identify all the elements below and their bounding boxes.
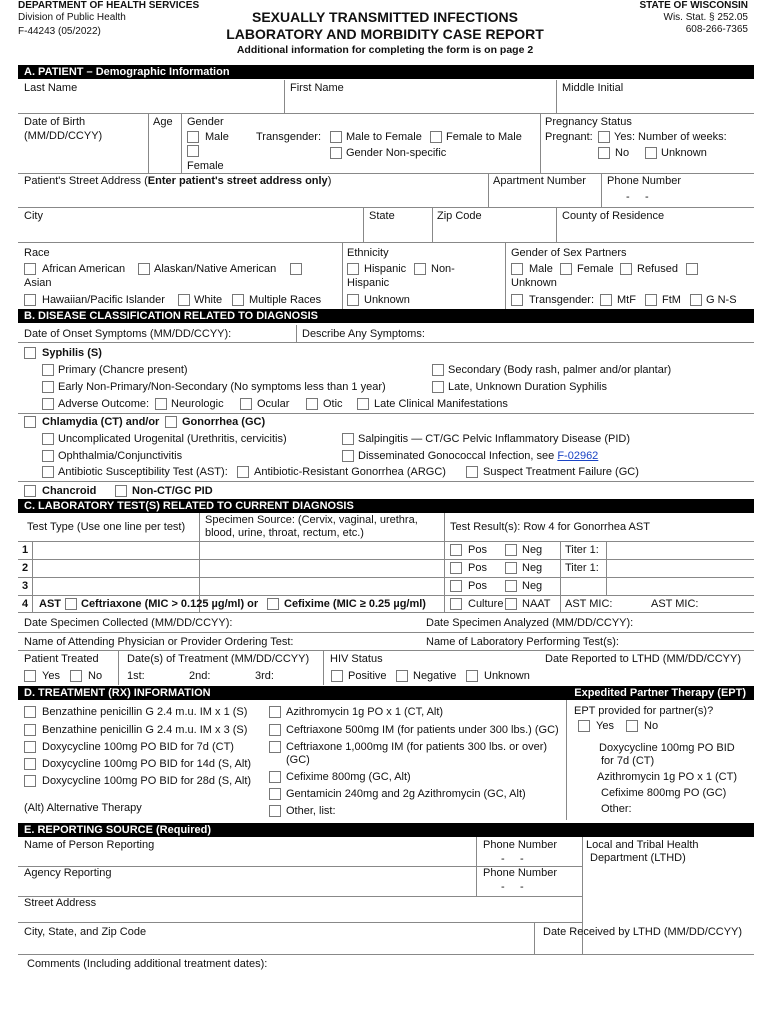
partner-refused-label: Refused: [637, 263, 678, 275]
neg-label: Neg: [522, 580, 543, 592]
rx-other-checkbox[interactable]: [269, 805, 281, 817]
ceftriaxone-checkbox[interactable]: [65, 598, 77, 610]
salpingitis-checkbox[interactable]: [342, 433, 354, 445]
pos-label: Pos: [468, 562, 487, 574]
phone-label: Phone Number: [607, 175, 681, 187]
otic-label: Otic: [323, 398, 343, 410]
partner-unknown-checkbox[interactable]: [686, 263, 698, 275]
ept-option-cont: for 7d (CT): [601, 755, 655, 767]
hiv-positive-label: Positive: [348, 670, 387, 682]
mtf-label: MtF: [617, 294, 636, 306]
race-label: Race: [24, 247, 50, 259]
neg-label: Neg: [522, 544, 543, 556]
reporter-phone-dashes: - -: [501, 853, 524, 865]
asian-label: Asian: [24, 277, 52, 289]
row-line: [18, 632, 754, 633]
state-label: State: [369, 210, 395, 222]
row-line: [18, 173, 754, 174]
pregnant-no-checkbox[interactable]: [598, 147, 610, 159]
divider: [560, 541, 561, 595]
chlamydia-checkbox[interactable]: [24, 416, 36, 428]
row-line: [18, 541, 754, 542]
reporter-phone-label: Phone Number: [483, 839, 557, 851]
row-line: [18, 922, 582, 923]
section-d-header: [18, 686, 754, 700]
nonspecific-checkbox[interactable]: [330, 147, 342, 159]
rx-label: Benzathine penicillin G 2.4 m.u. IM x 1 (S): [42, 706, 248, 718]
divider: [534, 922, 535, 954]
header-phone: 608-266-7365: [685, 24, 748, 35]
hiv-unknown-label: Unknown: [484, 670, 530, 682]
partner-refused-checkbox[interactable]: [620, 263, 632, 275]
section-c-header: C. LABORATORY TEST(S) RELATED TO CURRENT DIAGNOSIS: [18, 499, 754, 513]
ast-row-label: AST: [39, 598, 61, 610]
describe-label: Describe Any Symptoms:: [302, 328, 425, 340]
salpingitis-label: Salpingitis — CT/GC Pelvic Inflammatory Disease (PID): [358, 433, 631, 445]
form-number: F-44243 (05/2022): [18, 26, 101, 37]
asian-checkbox[interactable]: [290, 263, 302, 275]
argc-label: Antibiotic-Resistant Gonorrhea (ARGC): [254, 466, 446, 478]
white-label: White: [194, 294, 223, 306]
apartment-label: Apartment Number: [493, 175, 586, 187]
row-number: 3: [22, 580, 29, 592]
partner-unknown-label: Unknown: [511, 277, 557, 289]
row-number: 2: [22, 562, 29, 574]
suspect-label: Suspect Treatment Failure (GC): [483, 466, 639, 478]
secondary-checkbox[interactable]: [432, 364, 444, 376]
pregnant-no-label: No: [615, 147, 630, 159]
ophthalmia-label: Ophthalmia/Conjunctivitis: [58, 450, 183, 462]
hiv-unknown-checkbox[interactable]: [466, 670, 478, 682]
partner-female-label: Female: [577, 263, 614, 275]
rx-checkbox[interactable]: [269, 741, 281, 753]
ept-option: Doxycycline 100mg PO BID: [599, 742, 735, 754]
white-checkbox[interactable]: [178, 294, 190, 306]
city-label: City: [24, 210, 43, 222]
gns-checkbox[interactable]: [690, 294, 702, 306]
suspect-checkbox[interactable]: [466, 466, 478, 478]
hispanic-checkbox[interactable]: [347, 263, 359, 275]
row-line: [18, 207, 754, 208]
rx-other-label: Other, list:: [286, 805, 336, 817]
naat-checkbox[interactable]: [505, 598, 517, 610]
late-clinical-label: Late Clinical Manifestations: [374, 398, 508, 410]
first-name-label: First Name: [290, 82, 344, 94]
chancroid-checkbox[interactable]: [24, 485, 36, 497]
partner-male-label: Male: [529, 263, 553, 275]
divider: [560, 595, 561, 612]
dates-treatment-label: Date(s) of Treatment (MM/DD/CCYY): [127, 653, 310, 665]
divider: [606, 541, 607, 595]
ethnicity-unknown-checkbox[interactable]: [347, 294, 359, 306]
titer-label: Titer 1:: [565, 562, 599, 574]
row-line: [18, 577, 754, 578]
secondary-label: Secondary (Body rash, palmer and/or plantar): [448, 364, 672, 376]
chlamydia-label: Chlamydia (CT) and/or: [42, 416, 160, 428]
neg-label: Neg: [522, 562, 543, 574]
ethnicity-label: Ethnicity: [347, 247, 389, 259]
rx-checkbox[interactable]: [24, 775, 36, 787]
hawaiian-label: Hawaiian/Pacific Islander: [42, 294, 165, 306]
lthd-label-1: Local and Tribal Health: [586, 839, 699, 851]
non-ct-gc-pid-label: Non-CT/GC PID: [132, 485, 213, 497]
ophthalmia-checkbox[interactable]: [42, 450, 54, 462]
first-date-label: 1st:: [127, 670, 145, 682]
pregnant-yes-checkbox[interactable]: [598, 131, 610, 143]
hawaiian-checkbox[interactable]: [24, 294, 36, 306]
late-clinical-checkbox[interactable]: [357, 398, 369, 410]
form-title-2: LABORATORY AND MORBIDITY CASE REPORT: [226, 26, 544, 42]
ast-label: Antibiotic Susceptibility Test (AST):: [58, 466, 228, 478]
mtf-checkbox[interactable]: [600, 294, 612, 306]
rx-label: Doxycycline 100mg PO BID for 7d (CT): [42, 741, 234, 753]
nonspecific-label: Gender Non-specific: [346, 147, 447, 159]
naat-label: NAAT: [522, 598, 551, 610]
row-line: [18, 559, 754, 560]
treated-no-label: No: [88, 670, 103, 682]
section-b-header: B. DISEASE CLASSIFICATION RELATED TO DIAGNOSIS: [18, 309, 754, 323]
divider: [148, 113, 149, 173]
divider: [363, 207, 364, 242]
divider: [432, 207, 433, 242]
section-a-header: A. PATIENT – Demographic Information: [18, 65, 754, 79]
pregnant-label: Pregnant:: [545, 131, 593, 143]
section-d-title: D. TREATMENT (RX) INFORMATION: [24, 687, 211, 699]
uncomplicated-label: Uncomplicated Urogenital (Urethritis, cervicitis): [58, 433, 287, 445]
date-analyzed-label: Date Specimen Analyzed (MM/DD/CCYY):: [426, 617, 634, 629]
rx-checkbox[interactable]: [269, 788, 281, 800]
neg-checkbox[interactable]: [505, 544, 517, 556]
divider: [601, 173, 602, 207]
ept-no-checkbox[interactable]: [626, 720, 638, 732]
partner-gender-label: Gender of Sex Partners: [511, 247, 627, 259]
statute: Wis. Stat. § 252.05: [663, 12, 748, 23]
female-checkbox[interactable]: [187, 145, 199, 157]
rx-checkbox[interactable]: [269, 771, 281, 783]
person-reporting-label: Name of Person Reporting: [24, 839, 155, 851]
disseminated-label: Disseminated Gonococcal Infection, see F-02962: [358, 450, 599, 462]
titer-label: Titer 1:: [565, 544, 599, 556]
row-number: 1: [22, 544, 29, 556]
primary-checkbox[interactable]: [42, 364, 54, 376]
age-label: Age: [153, 116, 173, 128]
row-line: [18, 113, 754, 114]
rx-label: Cefixime 800mg (GC, Alt): [286, 771, 411, 783]
divider: [444, 513, 445, 612]
phone-dashes: - -: [626, 191, 649, 203]
last-name-label: Last Name: [24, 82, 78, 94]
male-label: Male: [205, 131, 229, 143]
pos-label: Pos: [468, 580, 487, 592]
chancroid-label: Chancroid: [42, 485, 97, 497]
culture-label: Culture: [468, 598, 504, 610]
second-date-label: 2nd:: [189, 670, 211, 682]
syphilis-checkbox[interactable]: [24, 347, 36, 359]
street-address-label: Street Address: [24, 897, 97, 909]
agency-label: Agency Reporting: [24, 867, 112, 879]
treated-yes-label: Yes: [42, 670, 60, 682]
ast-mic-label-2: AST MIC:: [651, 598, 699, 610]
adverse-checkbox[interactable]: [42, 398, 54, 410]
non-ct-gc-pid-checkbox[interactable]: [115, 485, 127, 497]
third-date-label: 3rd:: [255, 670, 274, 682]
f2m-checkbox[interactable]: [430, 131, 442, 143]
non-hispanic-label: Hispanic: [347, 277, 390, 289]
primary-label: Primary (Chancre present): [58, 364, 188, 376]
comments-label: Comments (Including additional treatment dates):: [27, 958, 268, 970]
treated-no-checkbox[interactable]: [70, 670, 82, 682]
ceftriaxone-label: Ceftriaxone (MIC > 0.125 µg/ml) or: [81, 598, 259, 610]
rx-checkbox[interactable]: [269, 706, 281, 718]
gonorrhea-checkbox[interactable]: [165, 416, 177, 428]
hispanic-label: Hispanic: [364, 263, 407, 275]
divider: [505, 242, 506, 309]
date-collected-label: Date Specimen Collected (MM/DD/CCYY):: [24, 617, 233, 629]
hiv-positive-checkbox[interactable]: [331, 670, 343, 682]
divider: [566, 700, 567, 820]
row-line: [18, 342, 754, 343]
gonorrhea-label: Gonorrhea (GC): [182, 416, 266, 428]
pregnant-unknown-label: Unknown: [661, 147, 707, 159]
lab-label: Name of Laboratory Performing Test(s):: [426, 636, 619, 648]
ftm-label: FtM: [662, 294, 681, 306]
divider: [556, 80, 557, 113]
ept-question: EPT provided for partner(s)?: [574, 705, 714, 717]
female-label: Female: [187, 160, 224, 172]
otic-checkbox[interactable]: [306, 398, 318, 410]
treated-yes-checkbox[interactable]: [24, 670, 36, 682]
alaskan-checkbox[interactable]: [138, 263, 150, 275]
neg-checkbox[interactable]: [505, 580, 517, 592]
rx-label: Benzathine penicillin G 2.4 m.u. IM x 3 (S): [42, 724, 248, 736]
county-label: County of Residence: [562, 210, 665, 222]
partner-male-checkbox[interactable]: [511, 263, 523, 275]
rx-label: Azithromycin 1g PO x 1 (CT, Alt): [286, 706, 444, 718]
middle-initial-label: Middle Initial: [562, 82, 624, 94]
gender-label: Gender: [187, 116, 224, 128]
pos-checkbox[interactable]: [450, 580, 462, 592]
pos-checkbox[interactable]: [450, 544, 462, 556]
ocular-label: Ocular: [257, 398, 290, 410]
divider: [323, 650, 324, 685]
partner-female-checkbox[interactable]: [560, 263, 572, 275]
late-checkbox[interactable]: [432, 381, 444, 393]
hiv-negative-checkbox[interactable]: [396, 670, 408, 682]
ept-option: Azithromycin 1g PO x 1 (CT): [597, 771, 737, 783]
pregnancy-status-label: Pregnancy Status: [545, 116, 632, 128]
date-received-label: Date Received by LTHD (MM/DD/CCYY): [543, 926, 743, 938]
african-american-checkbox[interactable]: [24, 263, 36, 275]
african-american-label: African American: [42, 263, 126, 275]
neurologic-checkbox[interactable]: [155, 398, 167, 410]
late-label: Late, Unknown Duration Syphilis: [448, 381, 607, 393]
row-line: [18, 954, 754, 955]
ast-mic-label-1: AST MIC:: [565, 598, 613, 610]
specimen-label-1: Specimen Source: (Cervix, vaginal, urethra,: [205, 514, 418, 526]
patient-treated-label: Patient Treated: [24, 653, 99, 665]
date-reported-label: Date Reported to LTHD (MM/DD/CCYY): [545, 653, 742, 665]
divider: [556, 207, 557, 242]
divider: [284, 80, 285, 113]
ocular-checkbox[interactable]: [240, 398, 252, 410]
results-label: Test Result(s): Row 4 for Gonorrhea AST: [450, 521, 650, 533]
cefixime-label: Cefixime (MIC ≥ 0.25 µg/ml): [284, 598, 426, 610]
ept-no-label: No: [644, 720, 659, 732]
row-line: [18, 650, 754, 651]
culture-checkbox[interactable]: [450, 598, 462, 610]
early-label: Early Non-Primary/Non-Secondary (No symptoms less than 1 year): [58, 381, 386, 393]
multiple-races-label: Multiple Races: [249, 294, 322, 306]
ept-option: Cefixime 800mg PO (GC): [601, 787, 727, 799]
divider: [342, 242, 343, 309]
transgender-label: Transgender:: [256, 131, 322, 143]
pregnant-unknown-checkbox[interactable]: [645, 147, 657, 159]
ept-other: Other:: [601, 803, 632, 815]
lthd-label-2: Department (LTHD): [590, 852, 686, 864]
rx-checkbox[interactable]: [24, 724, 36, 736]
rx-label: Gentamicin 240mg and 2g Azithromycin (GC, Alt): [286, 788, 526, 800]
ftm-checkbox[interactable]: [645, 294, 657, 306]
partner-transgender-checkbox[interactable]: [511, 294, 523, 306]
m2f-label: Male to Female: [346, 131, 422, 143]
syphilis-label: Syphilis (S): [42, 347, 102, 359]
divider: [118, 650, 119, 685]
early-checkbox[interactable]: [42, 381, 54, 393]
division-name: Division of Public Health: [18, 12, 126, 23]
test-type-label: Test Type (Use one line per test): [27, 521, 186, 533]
hiv-negative-label: Negative: [413, 670, 457, 682]
neg-checkbox[interactable]: [505, 562, 517, 574]
pos-checkbox[interactable]: [450, 562, 462, 574]
row-line: [18, 242, 754, 243]
cefixime-checkbox[interactable]: [267, 598, 279, 610]
pregnant-yes-label: Yes: Number of weeks:: [614, 131, 727, 143]
divider: [296, 325, 297, 342]
rx-label: Ceftriaxone 500mg IM (for patients under 300 lbs.) (GC): [286, 724, 559, 736]
argc-checkbox[interactable]: [237, 466, 249, 478]
rx-label: Ceftriaxone 1,000mg IM (for patients 300 lbs. or over): [286, 741, 548, 753]
ept-yes-label: Yes: [596, 720, 614, 732]
uncomplicated-checkbox[interactable]: [42, 433, 54, 445]
non-label: Non-: [431, 263, 455, 275]
address-label: Patient's Street Address (Enter patient's street address only): [24, 175, 332, 187]
row-line: [18, 896, 582, 897]
row-line: [18, 612, 754, 613]
section-e-header: E. REPORTING SOURCE (Required): [18, 823, 754, 837]
hiv-status-label: HIV Status: [330, 653, 383, 665]
f2m-label: Female to Male: [446, 131, 522, 143]
alt-therapy-note: (Alt) Alternative Therapy: [24, 802, 142, 814]
adverse-label: Adverse Outcome:: [58, 398, 150, 410]
alaskan-label: Alaskan/Native American: [154, 263, 277, 275]
non-hispanic-checkbox[interactable]: [414, 263, 426, 275]
dob-format: (MM/DD/CCYY): [24, 130, 103, 142]
agency-phone-dashes: - -: [501, 881, 524, 893]
male-checkbox[interactable]: [187, 131, 199, 143]
divider: [488, 173, 489, 207]
gns-label: G N-S: [706, 294, 737, 306]
rx-checkbox[interactable]: [24, 758, 36, 770]
zip-label: Zip Code: [437, 210, 482, 222]
rx-checkbox[interactable]: [24, 706, 36, 718]
ept-title: Expedited Partner Therapy (EPT): [574, 687, 746, 699]
agency-phone-label: Phone Number: [483, 867, 557, 879]
partner-transgender-label: Transgender:: [529, 294, 595, 306]
form-title-1: SEXUALLY TRANSMITTED INFECTIONS: [251, 9, 519, 25]
rx-checkbox[interactable]: [24, 741, 36, 753]
physician-label: Name of Attending Physician or Provider Ordering Test:: [24, 636, 294, 648]
rx-checkbox[interactable]: [269, 724, 281, 736]
divider: [540, 113, 541, 173]
row-line: [18, 481, 754, 482]
rx-label: Doxycycline 100mg PO BID for 28d (S, Alt): [42, 775, 252, 787]
multiple-races-checkbox[interactable]: [232, 294, 244, 306]
form-link[interactable]: F-02962: [557, 450, 599, 462]
dept-name: DEPARTMENT OF HEALTH SERVICES: [18, 0, 200, 11]
state-name: STATE OF WISCONSIN: [639, 0, 748, 11]
neurologic-label: Neurologic: [171, 398, 224, 410]
rx-label-cont: (GC): [286, 754, 310, 766]
row-line: [18, 595, 754, 596]
form-subtitle: Additional information for completing the form is on page 2: [236, 44, 534, 56]
row-line: [18, 413, 754, 414]
pos-label: Pos: [468, 544, 487, 556]
ept-yes-checkbox[interactable]: [578, 720, 590, 732]
rx-label: Doxycycline 100mg PO BID for 14d (S, Alt): [42, 758, 252, 770]
divider: [181, 113, 182, 173]
specimen-label-2: blood, urine, throat, rectum, etc.): [205, 527, 364, 539]
ast-checkbox[interactable]: [42, 466, 54, 478]
onset-label: Date of Onset Symptoms (MM/DD/CCYY):: [24, 328, 232, 340]
dob-label: Date of Birth: [24, 116, 86, 128]
row-number: 4: [22, 598, 29, 610]
disseminated-checkbox[interactable]: [342, 450, 354, 462]
m2f-checkbox[interactable]: [330, 131, 342, 143]
city-state-zip-label: City, State, and Zip Code: [24, 926, 147, 938]
ethnicity-unknown-label: Unknown: [364, 294, 410, 306]
